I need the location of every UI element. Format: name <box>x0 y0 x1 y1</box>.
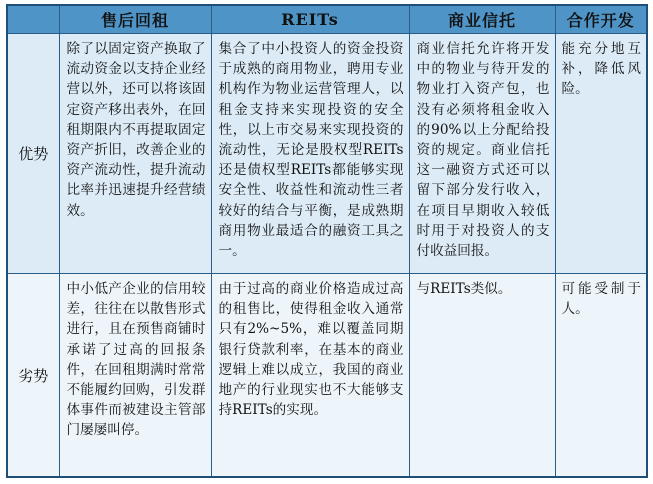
table-cell <box>59 274 211 478</box>
column-header-joint-development: 合作开发 <box>555 5 647 34</box>
table-cell <box>59 34 211 274</box>
corner-header-cell <box>7 5 59 34</box>
table-header-row <box>7 5 647 34</box>
table-row-disadvantages <box>7 274 647 478</box>
table-cell <box>555 34 647 274</box>
cell-text: 中小低产企业的信用较差，往往在以散售形式进行，且在预售商铺时承诺了过高的回报条件，在回租期满时常常不能履约回购，引发群体事件而被建设主管部门屡屡叫停。 <box>66 281 206 439</box>
cell-text: 能充分地互补，降低风险。 <box>561 41 641 98</box>
row-header-disadvantages: 劣势 <box>7 274 59 478</box>
table-row-advantages <box>7 34 647 274</box>
table-cell <box>409 34 555 274</box>
cell-text: 可能受制于人。 <box>561 281 641 318</box>
column-header-sale-leaseback: 售后回租 <box>59 5 211 34</box>
column-header-business-trust: 商业信托 <box>409 5 555 34</box>
table-cell <box>555 274 647 478</box>
row-header-advantages: 优势 <box>7 34 59 274</box>
cell-text: 集合了中小投资人的资金投资于成熟的商用物业，聘用专业机构作为物业运营管理人，以租金支持来实现投资的安全性，以上市交易来实现投资的流动性，无论是股权型REITs还是债权型REITs都能够实现安全性、收益性和流动性三者较好的结合与平衡，是成熟期商用物业最适合的融资工具之一。 <box>218 41 404 260</box>
table-cell <box>409 274 555 478</box>
column-header-reits: REITs <box>211 5 409 34</box>
cell-text: 与REITs类似。 <box>416 281 512 297</box>
cell-text: 商业信托允许将开发中的物业与待开发的物业打入资产包，也没有必须将租金收入的90%以上分配给投资的规定。商业信托这一融资方式还可以留下部分发行收入，在项目早期收入较低时用于对投资人的支付收益回报。 <box>416 41 550 260</box>
table-cell <box>211 274 409 478</box>
cell-text: 除了以固定资产换取了流动资金以支持企业经营以外，还可以将该固定资产移出表外，在回租期限内不再提取固定资产折旧，改善企业的资产流动性，提升流动比率并迅速提升经营绩效。 <box>66 41 206 219</box>
financing-comparison-table <box>6 4 648 478</box>
table-cell <box>211 34 409 274</box>
cell-text: 由于过高的商业价格造成过高的租售比，使得租金收入通常只有2%~5%，难以覆盖同期银行贷款利率，在基本的商业逻辑上难以成立，我国的商业地产的行业现实也不大能够支持REITs的实现。 <box>218 281 404 419</box>
